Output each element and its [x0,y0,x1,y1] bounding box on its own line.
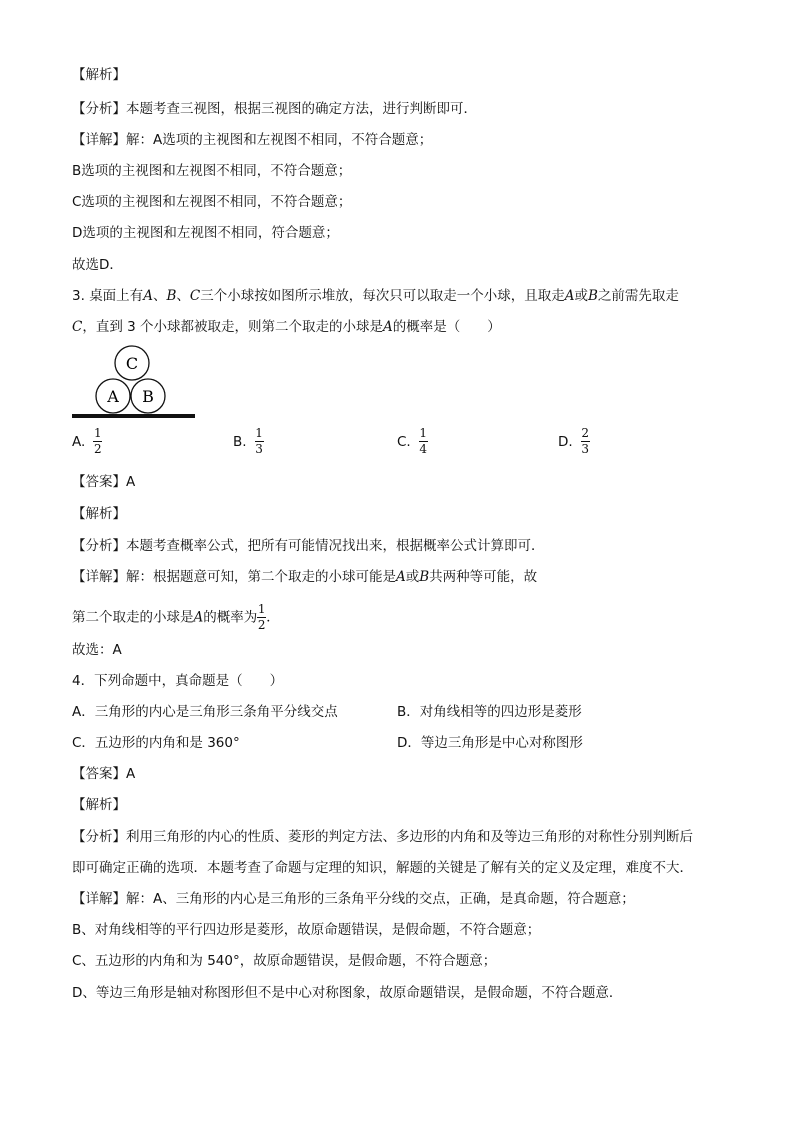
q2-choice: 故选D． [72,257,123,273]
denominator: 4 [419,442,428,456]
q3-detail-text: 或 [405,569,420,585]
q3-label-b: B [419,569,430,585]
option-label: A. [72,433,86,450]
q3-detail-text: 共两种等可能，故 [429,569,538,585]
q3-stem-text: 的概率是（ ） [392,319,501,335]
q3-label-b: B [587,288,598,304]
q2-analysis: 【分析】本题考查三视图，根据三视图的确定方法，进行判断即可． [72,101,477,117]
q3-stem-text: 或 [574,288,588,304]
q3-result [72,603,280,632]
q3-balls-figure [70,344,198,424]
q3-stem-text: 之前需先取走 [597,288,679,304]
numerator: 1 [419,426,428,440]
q3-result-text: 第二个取走的小球是 [72,609,194,626]
numerator: 1 [255,426,263,440]
q3-stem-text: 三个小球按如图所示堆放，每次只可以取走一个小球，且取走 [200,288,565,304]
option-fraction [581,427,590,456]
q3-stem-line2 [72,318,501,336]
q3-label-b: B [166,288,177,304]
q4-analysis-line2: 即可确定正确的选项．本题考查了命题与定理的知识，解题的关键是了解有关的定义及定理，难度不大． [72,860,693,876]
q3-stem-text: 桌面上有 [89,288,144,304]
q3-analysis: 【分析】本题考查概率公式，把所有可能情况找出来，根据概率公式计算即可． [72,538,545,554]
q3-option-d [558,427,590,456]
q2-jiexi-heading: 【解析】 [72,67,126,83]
numerator: 1 [257,602,266,616]
q4-analysis-line1: 【分析】利用三角形的内心的性质、菱形的判定方法、多边形的内角和及等边三角形的对称性分别判断后 [72,829,693,845]
q4-stem: 4．下列命题中，真命题是（ ） [72,673,284,689]
option-label: B. [233,433,247,450]
q3-detail [72,568,537,586]
q3-answer: 【答案】A [72,474,136,490]
q3-label-a: A [143,288,153,304]
q4-line-b: B、对角线相等的平行四边形是菱形，故原命题错误，是假命题，不符合题意； [72,922,541,938]
q3-option-a [72,427,102,456]
q4-detail: 【详解】解：A、三角形的内心是三角形的三条角平分线的交点，正确，是真命题，符合题意； [72,891,635,907]
q3-number: 3. [72,288,85,304]
q4-option-d: D．等边三角形是中心对称图形 [397,735,583,751]
q4-line-d: D、等边三角形是轴对称图形但不是中心对称图象，故原命题错误，是假命题，不符合题意． [72,985,623,1001]
option-fraction [93,427,102,456]
q3-option-c [397,427,428,456]
q4-answer: 【答案】A [72,766,136,782]
denominator: 2 [93,442,102,456]
q3-label-c: C [72,319,83,335]
q3-sep: 、 [152,288,167,304]
q3-stem-line1 [72,287,679,305]
q4-option-c: C．五边形的内角和是 360° [72,735,240,751]
q2-line-d: D选项的主视图和左视图不相同，符合题意； [72,225,339,241]
denominator: 3 [255,442,263,456]
numerator: 1 [93,426,102,440]
q4-option-a: A．三角形的内心是三角形三条角平分线交点 [72,704,338,720]
option-fraction [255,427,264,456]
q3-stem-text: ，直到 3 个小球都被取走，则第二个取走的小球是 [82,319,384,335]
q3-label-a: A [383,319,393,335]
q3-label-a: A [193,609,204,626]
q3-result-text: ． [266,609,280,626]
q4-jiexi-heading: 【解析】 [72,797,126,813]
option-fraction [419,427,428,456]
option-label: D. [558,433,573,450]
q3-choice: 故选：A [72,642,122,658]
q4-option-b: B．对角线相等的四边形是菱形 [397,704,582,720]
q3-jiexi-heading: 【解析】 [72,506,126,522]
q4-line-c: C、五边形的内角和为 540°，故原命题错误，是假命题，不符合题意； [72,953,497,969]
q2-detail: 【详解】解：A选项的主视图和左视图不相同，不符合题意； [72,132,433,148]
q3-result-fraction [257,603,266,632]
q2-line-b: B选项的主视图和左视图不相同，不符合题意； [72,163,352,179]
q3-result-text: 的概率为 [203,609,258,626]
denominator: 3 [581,442,589,456]
q3-label-a: A [564,288,575,304]
ball-a-label: A [107,387,119,406]
ball-c-label: C [125,354,139,373]
q3-label-a: A [396,569,406,585]
q3-sep: 、 [176,288,190,304]
q2-line-c: C选项的主视图和左视图不相同，不符合题意； [72,194,352,210]
table-surface [72,414,195,418]
q3-detail-text: 【详解】解：根据题意可知，第二个取走的小球可能是 [72,569,396,585]
q3-label-c: C [189,288,201,304]
denominator: 2 [257,618,266,632]
option-label: C. [397,433,411,450]
numerator: 2 [581,426,589,440]
q3-option-b [233,427,264,456]
ball-b-label: B [142,387,154,406]
